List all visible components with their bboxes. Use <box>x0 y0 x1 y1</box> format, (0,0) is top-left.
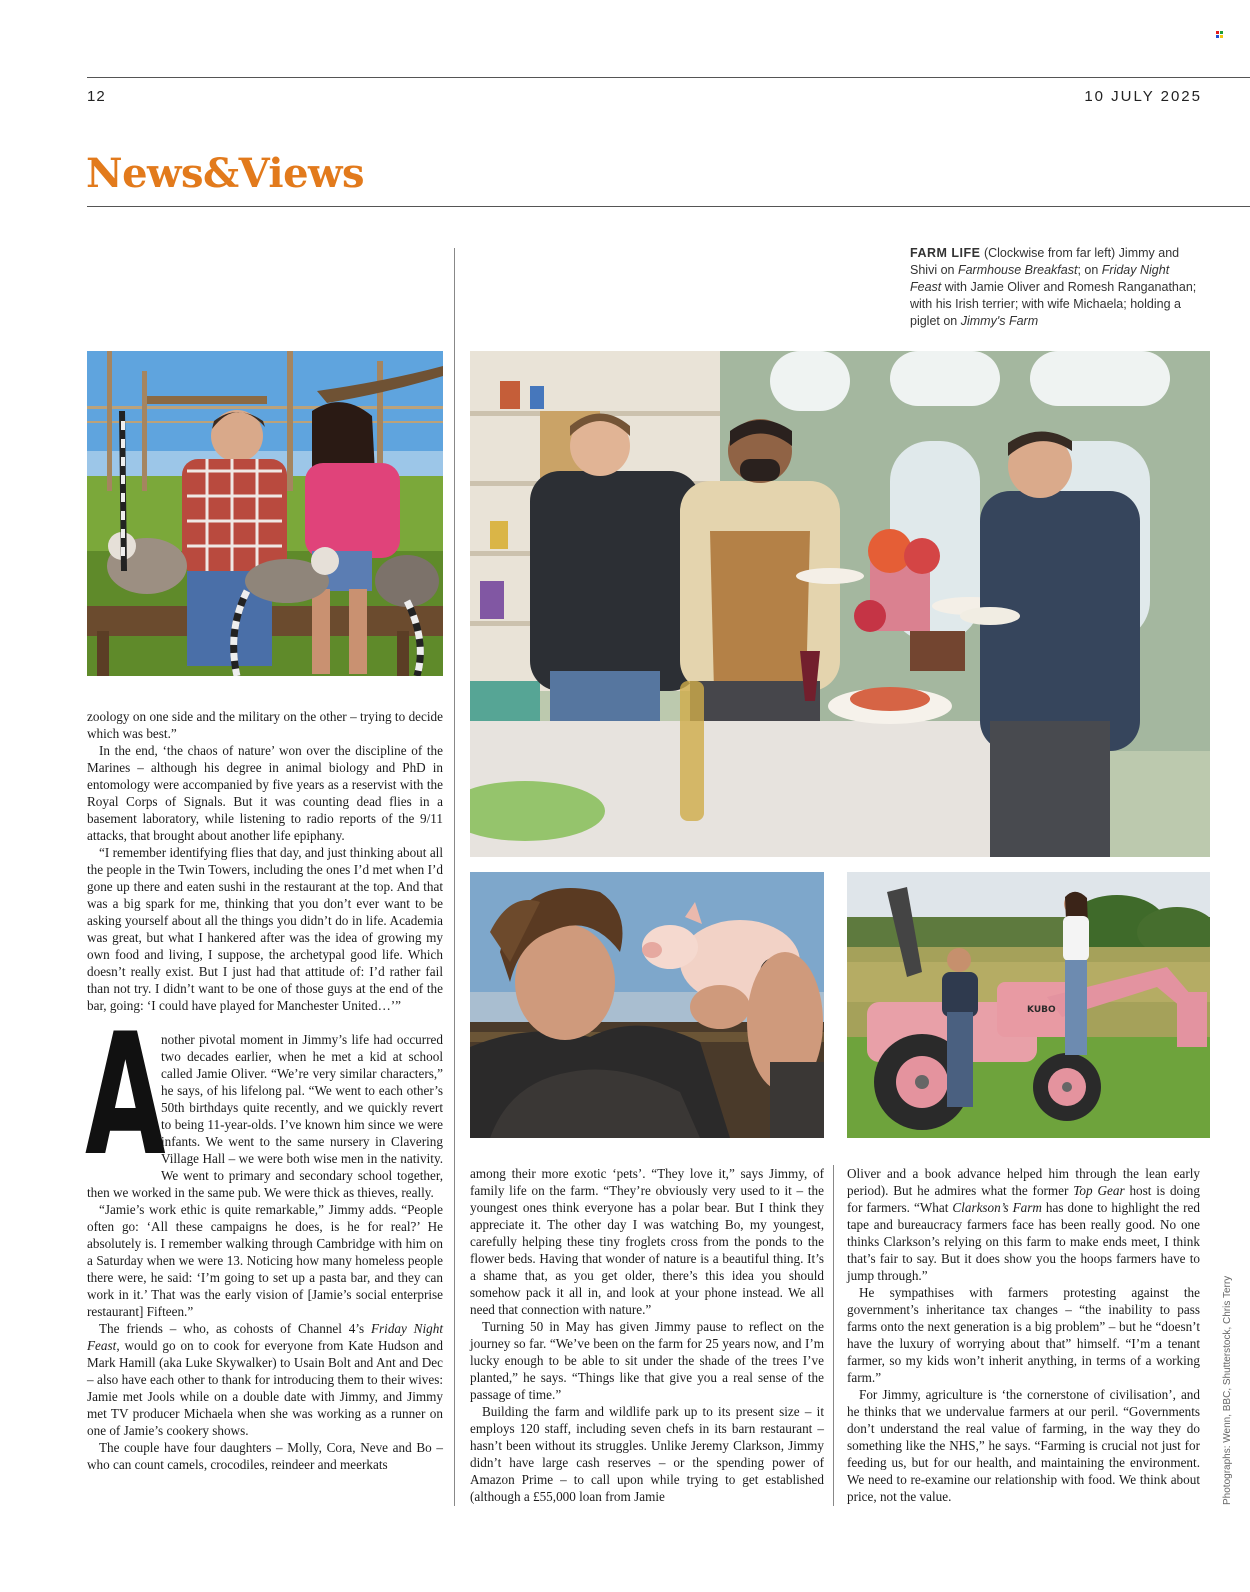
section-title: News&Views <box>86 150 365 197</box>
paragraph-text: has done to highlight the red tape and bureaucracy farmers face has been really good. No one thinks Clarkson’s relying on this farm to make ends meet, I think that’s fair to say. But it does show you the hoops farmers have to jump through.” <box>847 1200 1200 1283</box>
page-number: 12 <box>87 88 106 105</box>
caption-text: (Clockwise from far left) Jimmy and Shivi on <box>910 246 1180 277</box>
paragraph-text: The friends – who, as cohosts of Channel 4’s <box>99 1321 371 1336</box>
paragraph: In the end, ‘the chaos of nature’ won over the discipline of the Marines – although his degree in animal biology and PhD in entomology were accompanied by five years as a reservist with the Royal Corps of Signals. But it was counting dead flies in a basement laboratory, while listening to radio reports of the 9/11 attacks, that brought about another life epiphany. <box>87 743 443 843</box>
caption-show: Friday Night Feast <box>910 263 1170 294</box>
show-title: Friday Night Feast <box>87 1321 443 1353</box>
section-rule <box>87 206 1250 207</box>
paragraph-text: Oliver and a book advance helped him through the lean early period). But he admires what the former <box>847 1166 1200 1198</box>
column-divider <box>454 248 455 1506</box>
paragraph <box>85 997 443 1201</box>
caption-text: ; on <box>1077 263 1102 277</box>
show-title: Top Gear <box>1073 1183 1125 1198</box>
paragraph: “Jamie’s work ethic is quite remarkable,” Jimmy adds. “People often go: ‘All these campaigns he does, is he for real?’ He absolutely is. I remember walking through Cambridge with him on a Saturday when we were 13. Noticing how many homeless people there were, he said: ‘I’m going to set up a pasta bar, and they can work in it.’ That was the early vision of [Jamie’s social enterprise restaurant] Fifteen.” <box>87 1202 443 1319</box>
caption-lead: FARM LIFE <box>910 246 981 260</box>
paragraph-text: , would go on to cook for everyone from Kate Hudson and Mark Hamill (aka Luke Skywalker) to Usain Bolt and Ant and Dec – also have each other to thank for introducing them to their wives: Jamie met Jools while on a double date with Jimmy, and Jimmy met TV producer Michaela when she was working as a runner on one of Jamie’s cookery shows. <box>87 1338 443 1438</box>
paragraph: He sympathises with farmers protesting against the government’s inheritance tax changes – “the inability to pass farms onto the next generation is a big problem” – but he “doesn’t have the luxury of worrying about that” himself. “I’m a tenant farmer, so my kids won’t inherit anything, in terms of a working farm.” <box>847 1285 1200 1385</box>
top-rule <box>87 77 1250 78</box>
paragraph: Building the farm and wildlife park up to its present size – it employs 120 staff, including seven chefs in its barn restaurant – hasn’t been without its struggles. Unlike Jeremy Clarkson, Jimmy didn’t have large cash reserves – or the spending power of Amazon Prime – to call upon while trying to get established (although a £55,000 loan from Jamie <box>470 1404 824 1504</box>
paragraph: Turning 50 in May has given Jimmy pause to reflect on the journey so far. “We’ve been on the farm for 25 years now, and I’m lucky enough to be able to sit under the shade of the trees I’ve planted,” he says. “Things like that give you a real sense of the passage of time.” <box>470 1319 824 1402</box>
paragraph: among their more exotic ‘pets’. “They love it,” says Jimmy, of family life on the farm. “They’re obviously very used to it – the youngest ones think everyone has a polar bear. But I think they appreciate it. The other day I was watching Bo, my youngest, carefully helping these tiny froglets cross from the ponds to the flower beds. Having that wonder of nature is a beautiful thing. It’s a shame that, as you get older, there’s this idea you should somehow pack it all in, and look at your phone instead. We all need that connection with nature.” <box>470 1166 824 1317</box>
drop-cap-letter: A <box>85 997 166 1193</box>
registration-mark <box>1216 31 1223 38</box>
article-column-3 <box>847 1165 1200 1505</box>
paragraph-text: host is doing for farmers. “What <box>847 1183 1200 1215</box>
caption-show: Jimmy's Farm <box>960 314 1039 328</box>
paragraph <box>87 1320 443 1439</box>
tractor-photo <box>847 872 1210 1138</box>
article-column-2 <box>470 1165 824 1505</box>
paragraph: The couple have four daughters – Molly, Cora, Neve and Bo – who can count camels, crocodiles, reindeer and meerkats <box>87 1440 443 1472</box>
photo-credit: Photographs: Wenn, BBC, Shutterstock, Chris Terry <box>1222 1275 1233 1505</box>
article-column-1 <box>87 708 443 1473</box>
tractor-badge: KUBO <box>1027 1005 1056 1015</box>
paragraph-text: nother pivotal moment in Jimmy’s life had occurred two decades earlier, when he met a kid at school called Jamie Oliver. “We’re very similar characters,” he says, of his lifelong pal. “We went to each other’s 50th birthdays quite recently, and we quickly revert to being 11-year-olds. I’ve known him since we were infants. We went to the same nursery in Clavering Village Hall – we were both wise men in the nativity. We went to primary and secondary school together, then we worked in the same pub. We were thick as thieves, really. <box>87 1032 443 1200</box>
photo-caption <box>910 245 1200 330</box>
drop-cap <box>85 997 166 1193</box>
caption-text: with Jamie Oliver and Romesh Ranganathan; with his Irish terrier; with wife Michaela; holding a piglet on <box>910 280 1197 328</box>
issue-date: 10 JULY 2025 <box>1084 88 1202 105</box>
caption-show: Farmhouse Breakfast <box>957 263 1078 277</box>
paragraph: “I remember identifying flies that day, and just thinking about all the people in the Twin Towers, including the ones I’d met when I’d gone up there and eaten sushi in the restaurant at the top. And that was a big spark for me, thinking that you don’t ever want to be asking yourself about all the things you didn’t do in life. Academia was great, but what I hankered after was the idea of growing my own food and living, I suppose, the archetypal good life. Which doesn’t really exist. But I just had that attitude of: I’d rather fail than not try. I didn’t want to be one of those guys at the end of the bar, going: ‘I could have played for Manchester United…’” <box>87 845 443 1013</box>
paragraph: For Jimmy, agriculture is ‘the cornerstone of civilisation’, and he thinks that we undervalue farmers at our peril. “Governments don’t understand the real value of farming, in the way they do something like the NHS,” he says. “Farming is crucial not just for feeding us, but for our health, and maintaining the environment. We need to re-examine our relationship with food. We think about price, not the value. <box>847 1387 1200 1504</box>
column-divider <box>833 1165 834 1506</box>
paragraph: zoology on one side and the military on the other – trying to decide which was best.” <box>87 709 443 741</box>
show-title: Clarkson’s Farm <box>952 1200 1042 1215</box>
paragraph <box>847 1165 1200 1284</box>
piglet-photo <box>470 872 824 1138</box>
lemur-photo <box>87 351 443 676</box>
kitchen-photo <box>470 351 1210 857</box>
